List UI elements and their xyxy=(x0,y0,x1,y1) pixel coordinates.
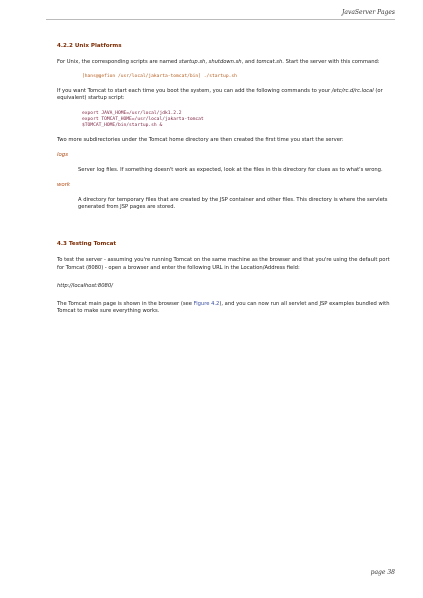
term-logs-description: Server log files. If something doesn't work as expected, look at the files in this directory for clues as to what's wrong. xyxy=(78,166,383,173)
tomcat-script-name: tomcat.sh xyxy=(256,59,283,65)
rc-local-path: /etc/rc.d/rc.local xyxy=(331,88,374,95)
term-work: work xyxy=(57,182,71,189)
code-line: $TOMCAT_HOME/bin/startup.sh & xyxy=(82,122,163,128)
boot-paragraph: If you want Tomcat to start each time you boot the system, you can add the following commands to your /etc/rc.d/rc.local (or equivalent) startup script: xyxy=(57,88,383,102)
main-page-paragraph: The Tomcat main page is shown in the browser (see Figure 4.2), and you can now run all servlet and JSP examples bundled with Tomcat to make sure everything works. xyxy=(57,301,390,315)
term-logs: logs xyxy=(57,151,69,158)
running-header: JavaServer Pages xyxy=(341,9,395,16)
header-rule xyxy=(46,19,395,20)
shutdown-script-name: shutdown.sh xyxy=(208,59,242,65)
page-content xyxy=(57,43,392,315)
section-heading-testing-tomcat: 4.3 Testing Tomcat xyxy=(57,241,117,248)
localhost-url: http://localhost:8080/ xyxy=(57,282,113,289)
testing-intro-paragraph: To test the server - assuming you're running Tomcat on the same machine as the browser and that you're using the default port for Tomcat (8080) - open a browser and enter the following URL in the Location/Address field: xyxy=(57,257,390,271)
figure-reference-link[interactable]: Figure 4.2 xyxy=(193,301,220,308)
code-line: export TOMCAT_HOME=/usr/local/jakarta-tomcat xyxy=(82,116,204,122)
subdirectories-paragraph: Two more subdirectories under the Tomcat home directory are then created the first time you start the server: xyxy=(57,136,344,143)
code-line: export JAVA_HOME=/usr/local/jdk1.2.2 xyxy=(82,110,182,116)
page-number: page 38 xyxy=(370,569,395,576)
term-work-description: A directory for temporary files that are created by the JSP container and other files. This directory is where the servlets generated from JSP pages are stored. xyxy=(78,197,388,211)
startup-command: [hans@gefion /usr/local/jakarta-tomcat/bin] ./startup.sh xyxy=(82,74,237,80)
startup-script-name: startup.sh xyxy=(179,59,206,65)
startup-script-code xyxy=(82,111,392,129)
section-heading-unix-platforms: 4.2.2 Unix Platforms xyxy=(57,43,122,49)
unix-intro-paragraph: For Unix, the corresponding scripts are named startup.sh, shutdown.sh, and tomcat.sh. Start the server with this command: xyxy=(57,59,380,65)
